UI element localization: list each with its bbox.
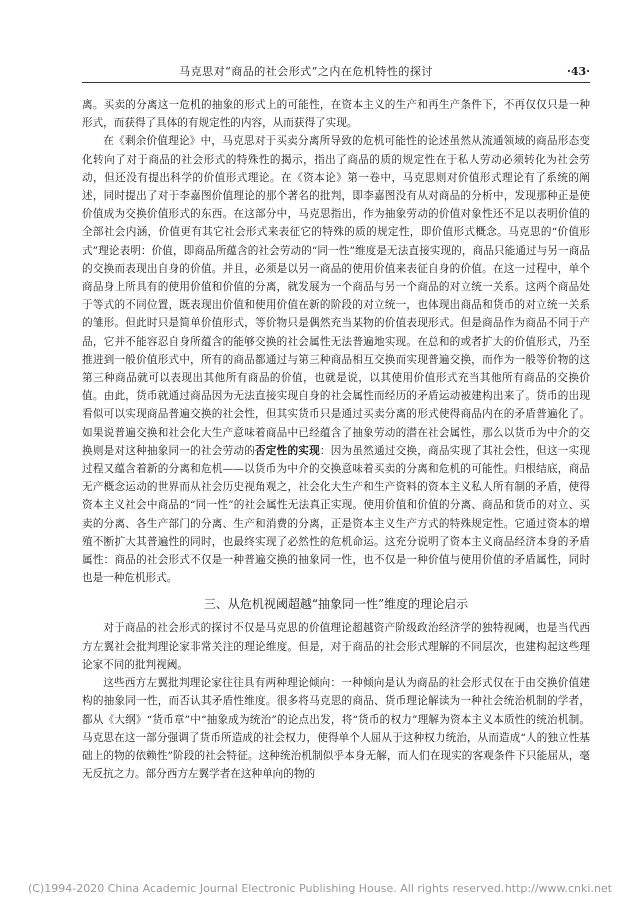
section-heading: 三、从危机视阈超越“抽象同一性”维度的理论启示	[203, 597, 469, 612]
copyright-notice: (C)1994-2020 China Academic Journal Electronic Publishing House. All rights reserved.	[28, 882, 505, 895]
emphasized-term: 否定性的实现	[255, 444, 320, 457]
paragraph-text-pre: 在《剩余价值理论》中，马克思对于买卖分离所导致的危机可能性的论述虽然从流通领域的商品形态变化转向了对于商品的社会形式的特殊性的揭示，指出了商品的质的规定性在于私人劳动必须转化为社会劳动，但还没有提出科学的价值形式理论。在《资本论》第一卷中，马克思则对价值形式理论有了系统的阐述，同时提出了对于李嘉图价值理论的那个著名的批判，即李嘉图没有从对商品的分析中，发现那种正是使价值成为交换价值形式的东西。在这部分中，马克思指出，作为抽象劳动的价值对象性还不足以表明价值的全部社会内涵，价值更有其它社会形式来表征它的特殊的质的规定性，即价值形式概念。马克思的“价值形式”理论表明：价值，即商品所蕴含的社会劳动的“同一性”维度是无法直接实现的，商品只能通过与另一商品的交换而表现出自身的价值。并且，必须是以另一商品的使用价值来表征自身的价值。在这一过程中，单个商品身上所具有的使用价值和价值的分离，就发展为一个商品与另一个商品的对立统一关系。这两个商品处于等式的不同位置，既表现出价值和使用价值在新的阶段的对立统一，也体现出商品和货币的对立统一关系的雏形。但此时只是简单价值形式，等价物只是偶然充当某物的价值表现形式。但是商品作为商品不同于产品，它并不能容忍自身所蕴含的能够交换的社会属性无法普遍地实现。在总和的或者扩大的价值形式，乃至推进到一般价值形式中，所有的商品都通过与第三种商品相互交换而实现普遍交换，而作为一般等价物的这第三种商品就可以表现出其他所有商品的价值，也就是说，以其使用价值形式充当其他所有商品的交换价值。由此，货币就通过商品因为无法直接实现自身的社会属性而经历的矛盾运动被建构出来了。货币的出现看似可以实现商品普遍交换的社会性，但其实货币只是通过买卖分离的形式使得商品内在的矛盾普遍化了。如果说普遍交换和社会化大生产意味着商品中已经蕴含了抽象劳动的潜在社会属性，那么以货币为中介的交换则是对这种抽象同一的社会劳动的	[82, 135, 590, 457]
running-header	[82, 64, 590, 83]
paragraph-value-form	[82, 132, 590, 587]
paragraph-intro: 对于商品的社会形式的探讨不仅是马克思的价值理论超越资产阶级政治经济学的独特视阈，也是当代西方左翼社会批判理论家非常关注的理论维度。但是，对于商品的社会形式理解的不同层次，也建构起这些理论家不同的批判视阈。	[82, 622, 590, 671]
running-title: 马克思对“商品的社会形式”之内在危机特性的探讨	[179, 65, 433, 78]
paragraph-continuation: 离。买卖的分离这一危机的抽象的形式上的可能性，在资本主义的生产和再生产条件下，不再仅仅只是一种形式，而获得了具体的有规定性的内容，从而获得了实现。	[82, 99, 590, 130]
article-body	[82, 96, 590, 783]
paragraph-tendencies: 这些西方左翼批判理论家往往具有两种理论倾向：一种倾向是认为商品的社会形式仅在于由交换价值建构的抽象同一性，而否认其矛盾性维度。很多将马克思的商品、货币理论解读为一种社会统治机制的学者，都从《大纲》“货币章”中“抽象成为统治”的论点出发，将“货币的权力”理解为资本主义本质性的统治机制。马克思在这一部分强调了货币所造成的社会权力，使得单个人屈从于这种权力统治，从而造成“人的独立性基础上的物的依赖性”阶段的社会特征。这种统治机制似乎本身无解，而人们在现实的客观条件下只能屈从，毫无反抗之力。部分西方左翼学者在这种单向的物的	[82, 677, 590, 781]
footer-link[interactable]: http://www.cnki.net	[504, 882, 612, 895]
paragraph-text-post: ：因为虽然通过交换，商品实现了其社会性，但这一实现过程又蕴含着新的分离和危机——以货币为中介的交换意味着买卖的分离和危机的可能性。归根结底，商品无产概念运动的世界而从社会历史视角观之，社会化大生产和生产资料的资本主义私人所有制的矛盾，使得资本主义社会中商品的“同一性”的社会属性无法真正实现。使用价值和价值的分离、商品和货币的对立、买卖的分离、各生产部门的分离、生产和消费的分离，正是资本主义生产方式的特殊规定性。它通过资本的增殖不断扩大其普遍性的同时，也最终实现了必然性的危机命运。这充分说明了资本主义商品经济本身的矛盾属性：商品的社会形式不仅是一种普遍交换的抽象同一性，也不仅是一种价值与使用价值的矛盾属性，同时也是一种危机形式。	[82, 444, 591, 585]
page-number: ·43·	[567, 65, 590, 78]
